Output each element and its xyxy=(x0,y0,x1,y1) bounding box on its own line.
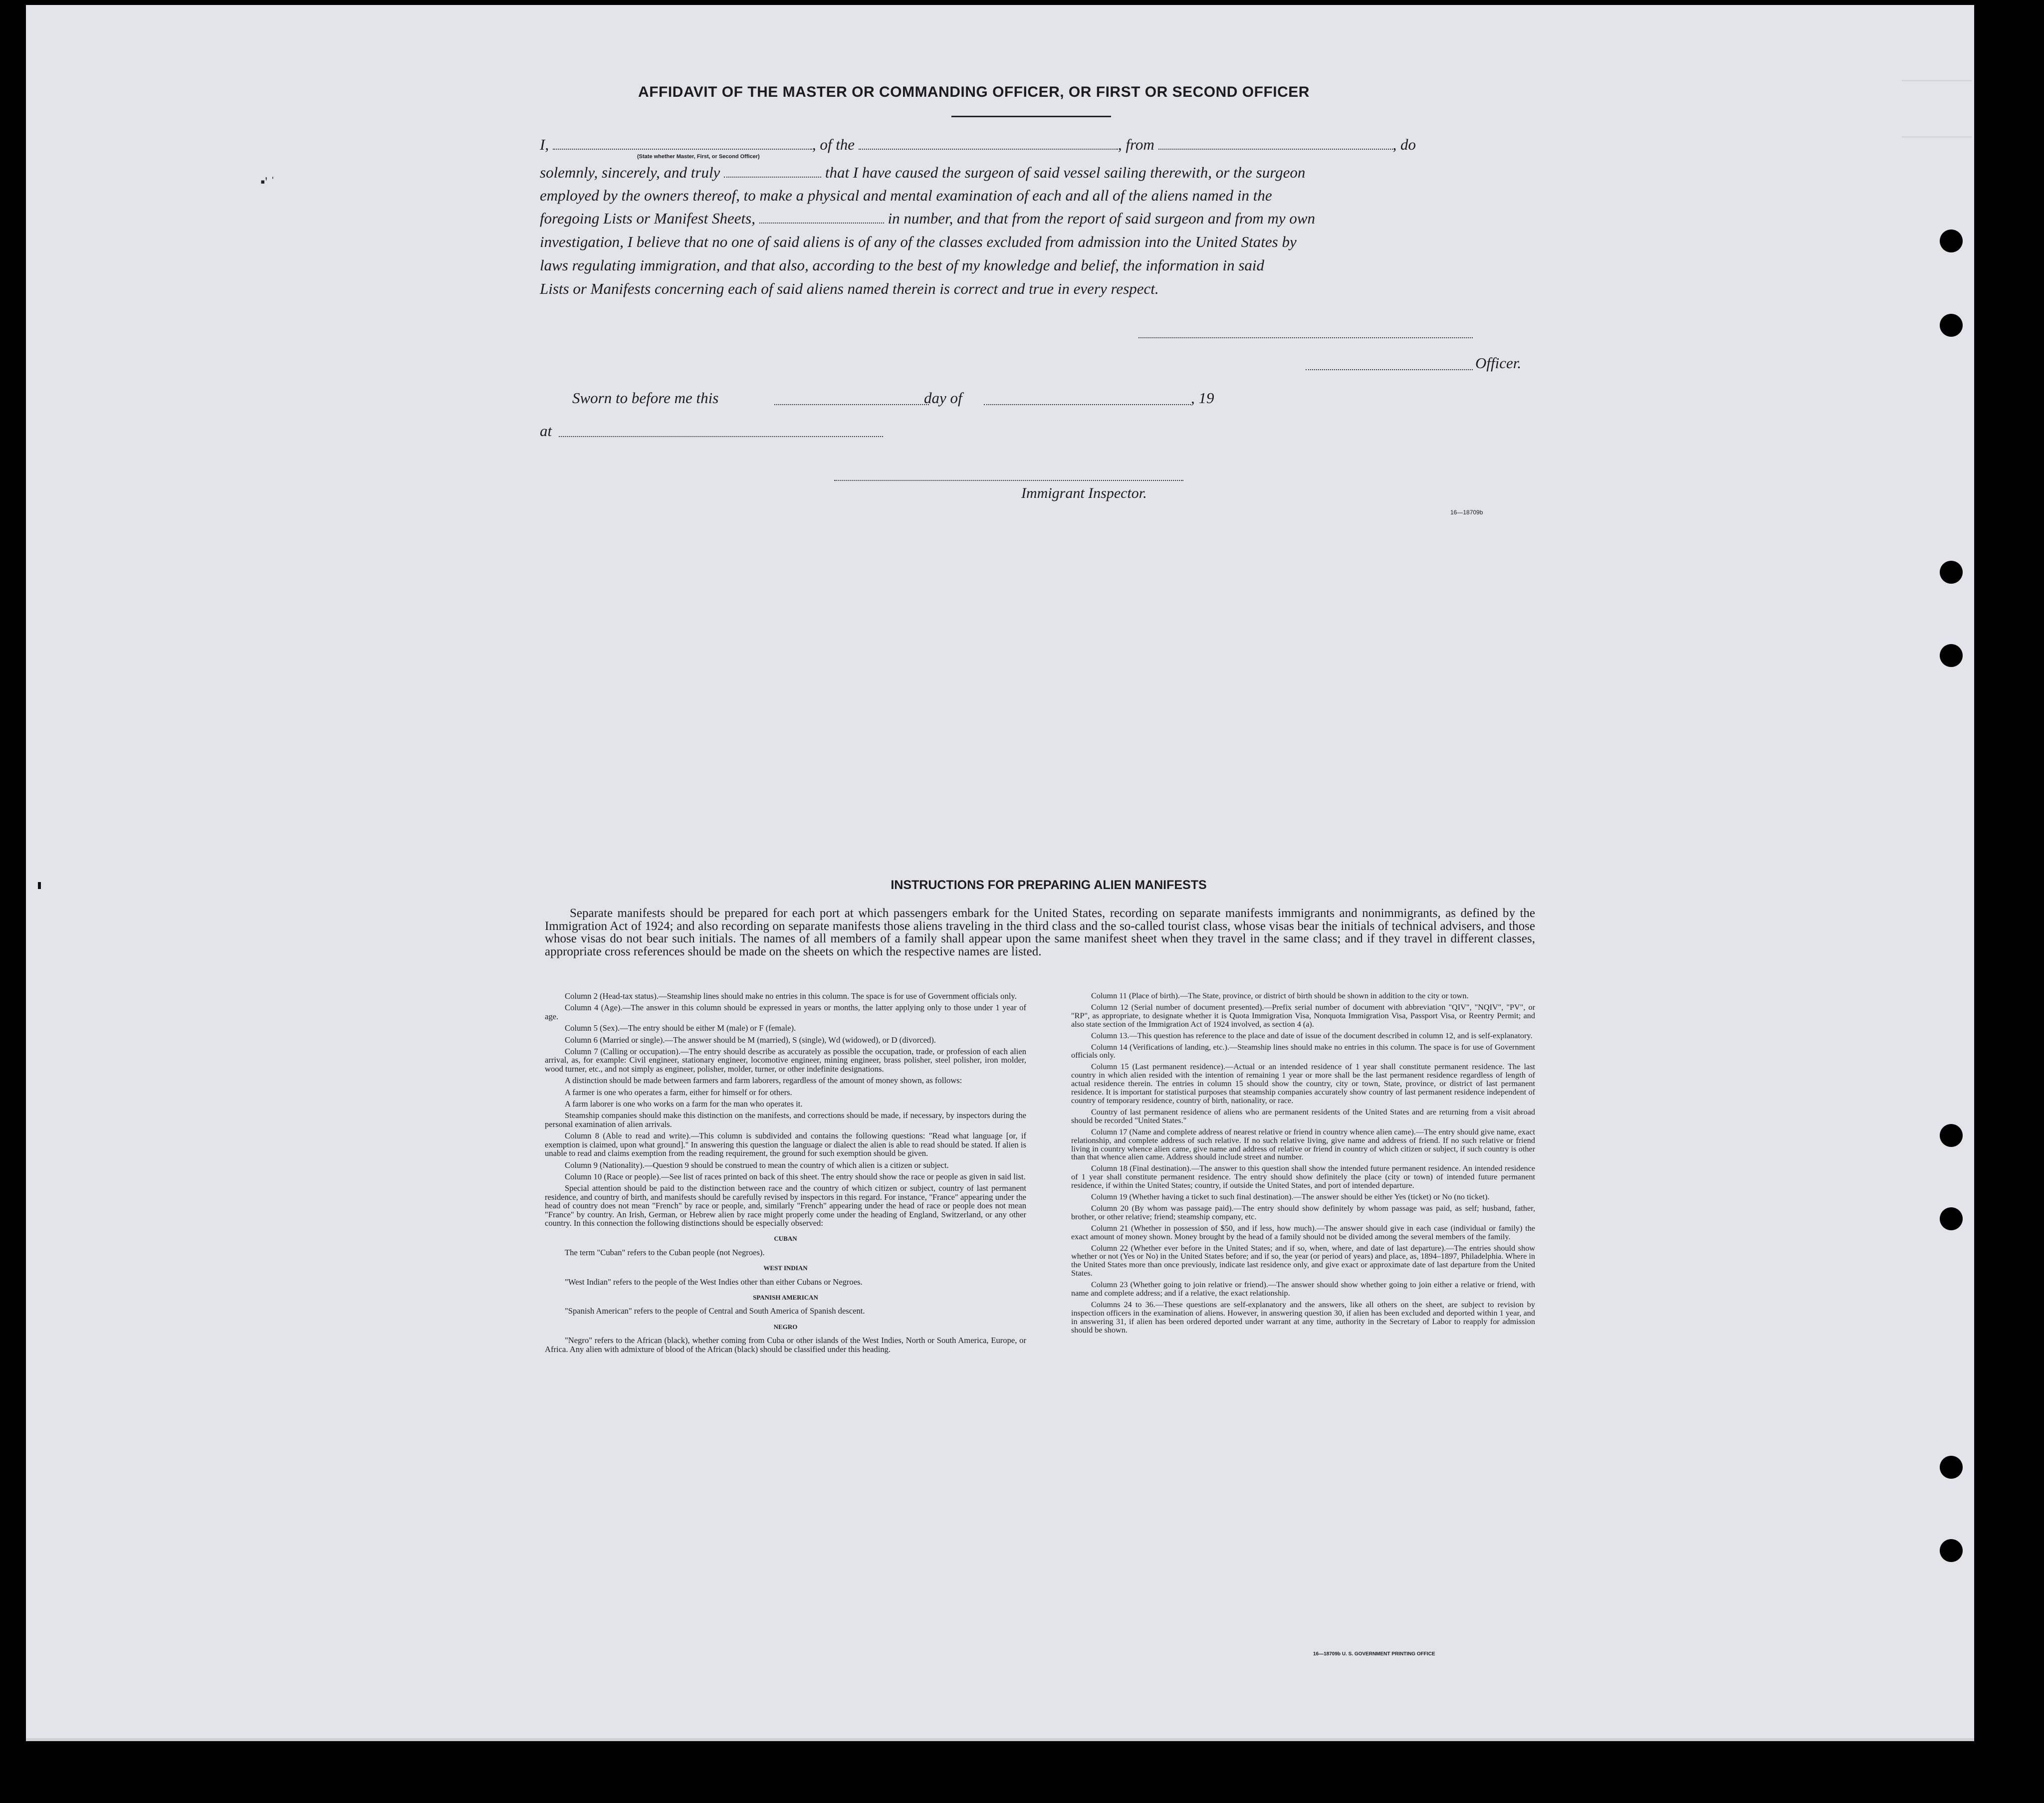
affidavit-line-4: foregoing Lists or Manifest Sheets, in number, and that from the report of said surgeon and from my own xyxy=(540,210,1316,227)
spanish-american-note: "Spanish American" refers to the people of Central and South America of Spanish descent. xyxy=(565,1306,865,1316)
edge-mark xyxy=(38,882,41,889)
distinction-note: A distinction should be made between farmers and farm laborers, regardless of the amount of money shown, as follows: xyxy=(565,1076,962,1086)
officer-label: Officer. xyxy=(1475,354,1522,372)
punch-hole-icon xyxy=(1940,1207,1963,1230)
punch-hole-icon xyxy=(1940,644,1963,667)
column-21-note: Column 21 (Whether in possession of $50, and if less, how much).—The answer should give in each case (individual or family) the exact amount of money shown. Money brought by the head of a family should not be divided among the several members of the family. xyxy=(1071,1223,1535,1241)
steamship-note: Steamship companies should make this distinction on the manifests, and corrections should be made, if necessary, by inspectors during the personal examination of alien arrivals. xyxy=(545,1111,1026,1129)
document-page xyxy=(26,5,1974,1741)
sheet-count-field[interactable] xyxy=(759,211,884,224)
column-14-note: Column 14 (Verifications of landing, etc.).—Steamship lines should make no entries in this column. The space is for use of Government officials only. xyxy=(1071,1042,1535,1060)
negro-heading: NEGRO xyxy=(773,1323,798,1331)
columns-24-36-note: Columns 24 to 36.—These questions are self-explanatory and the answers, like all others on the sheet, are subject to revision by inspection officers in the examination of aliens. However, in answering question 30, if alien has been excluded and deported within 1 year, and in answering 31, if alien has been ordered deported under warrant at any time, authority in the Secretary of Labor to reapply for admission should be shown. xyxy=(1071,1300,1535,1335)
affidavit-line-3: employed by the owners thereof, to make a physical and mental examination of each and all of the aliens named in the xyxy=(540,187,1272,204)
negro-note: "Negro" refers to the African (black), whether coming from Cuba or other islands of the West Indies, North or South America, Europe, or Africa. Any alien with admixture of blood of the African (black) should be classified under this heading. xyxy=(545,1336,1026,1354)
officer-signature-line[interactable] xyxy=(1306,368,1473,370)
inspector-signature-line[interactable] xyxy=(834,479,1183,481)
signature-line[interactable] xyxy=(1138,336,1473,338)
country-residence-note: Country of last permanent residence of aliens who are permanent residents of the United States and are returning from a visit abroad should be recorded "United States." xyxy=(1071,1107,1535,1125)
column-9-note: Column 9 (Nationality).—Question 9 should be construed to mean the country of which alien is a citizen or subject. xyxy=(565,1160,949,1170)
inspector-label: Immigrant Inspector. xyxy=(1021,485,1147,501)
printer-footer: 16—18709b U. S. GOVERNMENT PRINTING OFFICE xyxy=(1313,1651,1435,1657)
farm-laborer-note: A farm laborer is one who works on a farm for the man who operates it. xyxy=(565,1099,803,1109)
column-6-note: Column 6 (Married or single).—The answer should be M (married), S (single), Wd (widowed), or D (divorced). xyxy=(565,1035,936,1045)
title-rule xyxy=(951,116,1111,117)
punch-hole-icon xyxy=(1940,1456,1963,1479)
west-indian-heading: WEST INDIAN xyxy=(763,1264,808,1272)
at-label: at xyxy=(540,422,552,440)
column-22-note: Column 22 (Whether ever before in the United States; and if so, when, where, and date of last departure).—The entries should show whether or not (Yes or No) in the United States before; and if so, the year (or period of years) and place, as, 1894–1897, Philadelphia. Where in the United States more than once previously, indicate last residence only, and give exact or approximate date of last departure from the United States. xyxy=(1071,1243,1535,1278)
instructions-intro: Separate manifests should be prepared for each port at which passengers embark for the United States, recording on separate manifests immigrants and nonimmigrants, as defined by the Immigration Act of 1924; and also recording on separate manifests those aliens traveling in the third class and the so-called tourist class, whose visas bear the initials of technical advisers, and those whose visas do not bear such initials. The names of all members of a family shall appear upon the same manifest sheet when they travel in the same class; and if they travel in different classes, appropriate cross references should be made on the sheets on which the respective names are listed. xyxy=(545,906,1535,958)
affidavit-line-7: Lists or Manifests concerning each of said aliens named therein is correct and true in every respect. xyxy=(540,280,1159,297)
cuban-heading: CUBAN xyxy=(774,1235,797,1243)
instructions-right-column xyxy=(1071,992,1535,1338)
column-20-note: Column 20 (By whom was passage paid).—The entry should show definitely by whom passage was paid, as self; husband, father, brother, or other relative; friend; steamship company, etc. xyxy=(1071,1203,1535,1221)
column-12-note: Column 12 (Serial number of document presented).—Prefix serial number of document with abbreviation "QIV", "NQIV", "PV", or "RP", as appropriate, to designate whether it is Quota Immigration Visa, Nonquota Immigration Visa, Passport Visa, or Reentry Permit; and also state section of the Immigration Act of 1924 involved, as section 4 (a). xyxy=(1071,1002,1535,1029)
column-10-note: Column 10 (Race or people).—See list of races printed on back of this sheet. The entry should show the race or people as given in said list. xyxy=(565,1171,1026,1181)
column-5-note: Column 5 (Sex).—The entry should be either M (male) or F (female). xyxy=(565,1023,796,1033)
affidavit-line-6: laws regulating immigration, and that also, according to the best of my knowledge and belief, the information in said xyxy=(540,256,1265,274)
punch-hole-icon xyxy=(1940,1124,1963,1147)
column-7-note: Column 7 (Calling or occupation).—The entry should describe as accurately as possible the occupation, trade, or profession of each alien arrival, as, for example: Civil engineer, stationary engineer, locomotive engineer, mining engineer, brass polisher, steel polisher, iron molder, wood turner, etc., and not simply as engineer, polisher, molder, turner, or other indefinite designations. xyxy=(545,1047,1026,1074)
officer-rank-field[interactable] xyxy=(553,137,812,150)
column-2-note: Column 2 (Head-tax status).—Steamship lines should make no entries in this column. The space is for use of Government officials only. xyxy=(565,991,1017,1001)
oath-field[interactable] xyxy=(724,165,821,178)
form-number: 16—18709b xyxy=(1450,509,1483,516)
affidavit-line-2: solemnly, sincerely, and truly that I have caused the surgeon of said vessel sailing therewith, or the surgeon xyxy=(540,164,1306,181)
spanish-american-heading: SPANISH AMERICAN xyxy=(753,1293,818,1301)
instructions-left-column xyxy=(545,992,1026,1356)
day-of-label: day of xyxy=(924,389,962,407)
special-attention-note: Special attention should be paid to the distinction between race and the country of which citizen or subject, country of last permanent residence, and country of birth, and manifests should be carefully revised by inspectors in this regard. For instance, "France" appearing under the head of country does not mean "French" by race or people, and, similarly "French" appearing under the head of race or people does not mean "France" by country. An Irish, German, or Hebrew alien by race might properly come under the heading of England, Switzerland, or any other country. In this connection the following distinctions should be especially observed: xyxy=(545,1183,1026,1228)
column-15-note: Column 15 (Last permanent residence).—Actual or an intended residence of 1 year shall constitute permanent residence. The last country in which alien resided with the intention of remaining 1 year or more shall be the last permanent residence regardless of length of actual residence therein. The entries in column 15 should show the country, city or town, State, province, or district of last permanent residence. It is important for statistical purposes that steamship companies accurately show country of last permanent residence independent of country of temporary residence, country of birth, nationality, or race. xyxy=(1071,1062,1535,1105)
punch-hole-icon xyxy=(1940,1539,1963,1562)
punch-hole-icon xyxy=(1940,229,1963,252)
instructions-title: INSTRUCTIONS FOR PREPARING ALIEN MANIFESTS xyxy=(891,878,1207,892)
year-label: , 19 xyxy=(1191,389,1214,407)
show-through-text xyxy=(1902,80,1972,138)
vessel-field[interactable] xyxy=(859,137,1118,150)
affidavit-title: AFFIDAVIT OF THE MASTER OR COMMANDING OFFICER, OR FIRST OR SECOND OFFICER xyxy=(638,84,1310,100)
column-19-note: Column 19 (Whether having a ticket to such final destination).—The answer should be either Yes (ticket) or No (no ticket). xyxy=(1091,1192,1490,1202)
punch-hole-icon xyxy=(1940,561,1963,584)
column-8-note: Column 8 (Able to read and write).—This column is subdivided and contains the following questions: "Read what language [or, if exemption is claimed, upon what ground]." In answering this question the language or dialect the alien is able to read should be stated. If alien is unable to read and claims exemption from the reading requirement, the ground for such exemption should be given. xyxy=(545,1131,1026,1158)
column-11-note: Column 11 (Place of birth).—The State, province, or district of birth should be shown in addition to the city or town. xyxy=(1091,991,1469,1000)
farmer-note: A farmer is one who operates a farm, either for himself or for others. xyxy=(565,1087,792,1097)
column-23-note: Column 23 (Whether going to join relative or friend).—The answer should show whether going to join either a relative or friend, with name and complete address; and if a relative, the exact relationship. xyxy=(1071,1280,1535,1298)
tick-mark-icon: ▪' ˈ xyxy=(260,175,275,189)
port-field[interactable] xyxy=(1158,137,1393,150)
column-17-note: Column 17 (Name and complete address of nearest relative or friend in country whence alien came).—The entry should give name, exact relationship, and complete address of such relative. If no such relative living, give name and address of friend. If no such relative or friend living in country whence alien came, give name and address of relative or friend in country of which citizen or subject, if such country is other than that whence alien came. Address should include street and number. xyxy=(1071,1127,1535,1162)
sworn-day-field[interactable] xyxy=(774,403,929,405)
column-4-note: Column 4 (Age).—The answer in this column should be expressed in years or months, the latter applying only to those under 1 year of age. xyxy=(545,1003,1026,1021)
sworn-label: Sworn to before me this xyxy=(572,389,719,407)
at-place-field[interactable] xyxy=(559,435,883,437)
cuban-note: The term "Cuban" refers to the Cuban people (not Negroes). xyxy=(565,1247,765,1257)
affidavit-line-1: I, , of the , from , do xyxy=(540,136,1416,153)
column-13-note: Column 13.—This question has reference to the place and date of issue of the document described in column 12, and is self-explanatory. xyxy=(1091,1031,1533,1040)
affidavit-line-5: investigation, I believe that no one of said aliens is of any of the classes excluded from admission into the United States by xyxy=(540,233,1297,250)
column-18-note: Column 18 (Final destination).—The answer to this question shall show the intended future permanent residence. An intended residence of 1 year shall constitute permanent residence. The entry should show definitely the place (city or town) of intended future permanent residence, if within the United States; country, if outside the United States, and port of intended departure. xyxy=(1071,1164,1535,1190)
state-rank-note: (State whether Master, First, or Second Officer) xyxy=(637,154,760,160)
punch-hole-icon xyxy=(1940,314,1963,337)
sworn-month-field[interactable] xyxy=(984,403,1191,405)
west-indian-note: "West Indian" refers to the people of the West Indies other than either Cubans or Negroes. xyxy=(565,1277,863,1287)
